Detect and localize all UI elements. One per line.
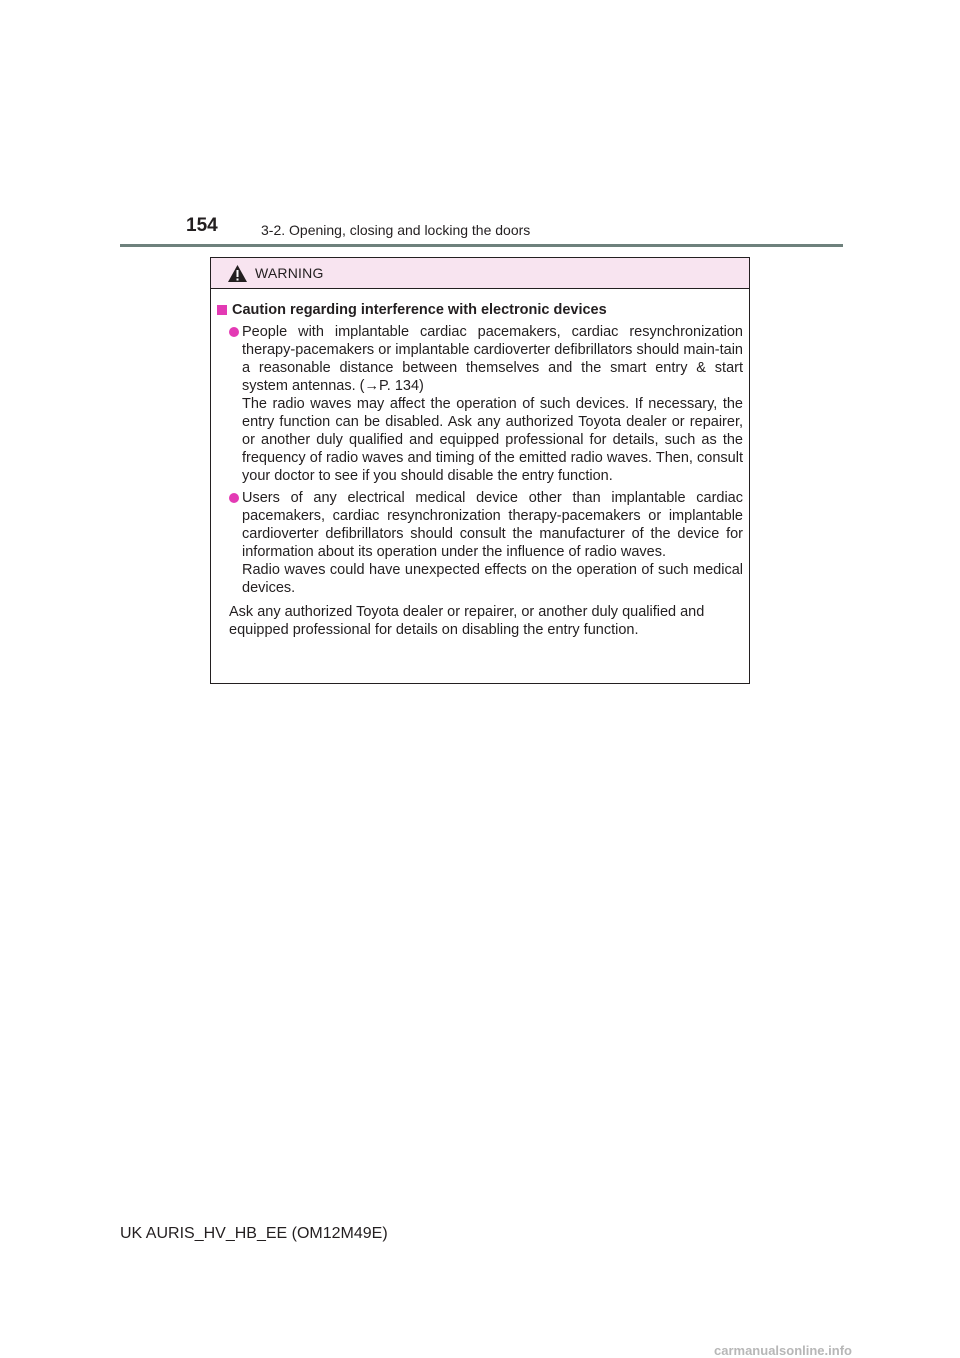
page-number: 154 (186, 215, 218, 236)
bullet-paragraph: Users of any electrical medical device other than implantable cardiac pacemakers, cardiac resynchronization therapy-pacemakers or implantable cardioverter defibrillators should consult the manufacturer of the device for information about its operation under the influence of radio waves. (242, 490, 743, 560)
warning-subheading (217, 301, 743, 319)
bullet-paragraph: Radio waves could have unexpected effects on the operation of such medical devices. (242, 562, 743, 596)
warning-header (211, 258, 749, 289)
circle-bullet-icon (229, 327, 239, 337)
circle-bullet-icon (229, 493, 239, 503)
subheading-text: Caution regarding interference with electronic devices (232, 302, 607, 318)
warning-title: WARNING (255, 265, 324, 281)
warning-body (211, 289, 749, 639)
warning-box (210, 257, 750, 684)
bullet-item (217, 489, 743, 597)
section-title: 3-2. Opening, closing and locking the doors (261, 222, 531, 238)
header-rule (120, 244, 843, 247)
bullet-paragraph: The radio waves may affect the operation of such devices. If necessary, the entry function can be disabled. Ask any authorized Toyota dealer or repairer, or another duly qualified and equipped professional for details, such as the frequency of radio waves and timing of the emitted radio waves. Then, consult your doctor to see if you should disable the entry function. (242, 396, 743, 484)
bullet-paragraph: People with implantable cardiac pacemakers, cardiac resynchronization therapy-pacemakers or implantable cardioverter defibrillators should main-tain a reasonable distance between themselves and the smart entry & start system antennas. (→P. 134) (242, 324, 743, 394)
watermark: carmanualsonline.info (714, 1343, 852, 1358)
warning-footer-text: Ask any authorized Toyota dealer or repairer, or another duly qualified and equipped professional for details on disabling the entry function. (229, 604, 705, 638)
warning-triangle-icon (227, 264, 248, 283)
square-bullet-icon (217, 305, 227, 315)
model-code: UK AURIS_HV_HB_EE (OM12M49E) (120, 1225, 388, 1242)
bullet-item (217, 323, 743, 485)
